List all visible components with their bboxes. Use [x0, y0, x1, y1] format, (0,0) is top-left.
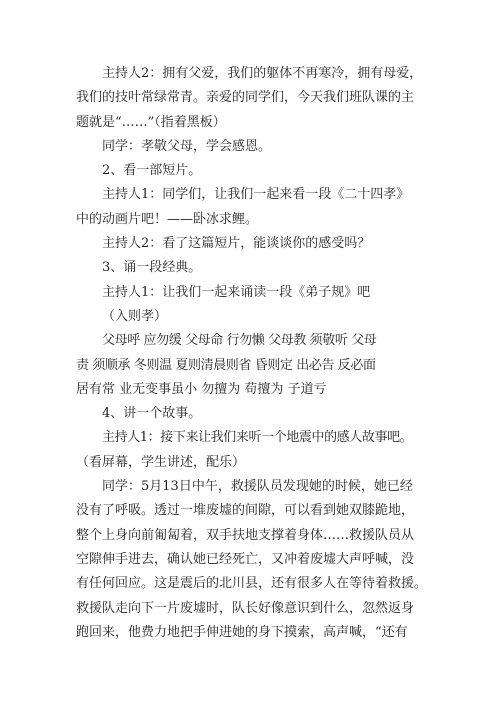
- paragraph-line: 主持人1：让我们一起来诵读一段《弟子规》吧: [102, 284, 371, 300]
- section-heading: 3、诵一段经典。: [102, 260, 202, 276]
- classic-text-line: 居有常 业无变事虽小 勿擅为 苟擅为 子道亏: [76, 381, 327, 397]
- paragraph-line: 没有了呼吸。透过一堆废墟的间隙，可以看到她双膝跪地，: [76, 503, 415, 519]
- paragraph-line: 救援队走向下一片废墟时，队长好像意识到什么，忽然返身: [76, 600, 415, 616]
- paragraph-line: 主持人2：拥有父爱，我们的躯体不再寒冷，拥有母爱，: [102, 66, 423, 81]
- paragraph-line: 中的动画片吧！——卧冰求鲤。: [76, 211, 259, 227]
- paragraph-line: 有任何回应。这是震后的北川县，还有很多人在等待着救援。: [76, 576, 428, 592]
- paragraph-line: 同学：5月13日中午，救援队员发现她的时候，她已经: [102, 479, 413, 495]
- paragraph-line: 同学：孝敬父母，学会感恩。: [102, 138, 272, 154]
- paragraph-line: （看屏幕，学生讲述，配乐）: [76, 454, 246, 470]
- classic-text-line: 父母呼 应勿缓 父母命 行勿懒 父母教 须敬听 父母: [102, 333, 377, 349]
- paragraph-line: 主持人1：接下来让我们来听一个地震中的感人故事吧。: [102, 430, 413, 446]
- classic-text-line: 责 须顺承 冬则温 夏则清晨则省 昏则定 出必告 反必面: [76, 357, 376, 373]
- paragraph-line: 主持人2：看了这篇短片，能谈谈你的感受吗？: [102, 236, 371, 252]
- paragraph-line: 题就是“……”（指着黑板）: [76, 114, 226, 130]
- section-heading: 4、讲一个故事。: [102, 406, 202, 422]
- section-heading: 2、看一部短片。: [102, 163, 202, 179]
- paragraph-line: 主持人1：同学们，让我们一起来看一段《二十四孝》: [102, 187, 410, 203]
- document-body: [76, 62, 434, 645]
- paragraph-line: 我们的技叶常绿常青。亲爱的同学们，今天我们班队课的主: [76, 90, 415, 106]
- paragraph-line: 跑回来，他费力地把手伸进她的身下摸索，高声喊，“还有: [76, 624, 408, 640]
- paragraph-line: 整个上身向前匍匐着，双手扶地支撑着身体……救援队员从: [76, 527, 415, 543]
- paragraph-line: 空隙伸手进去，确认她已经死亡，又冲着废墟大声呼喊，没: [76, 551, 415, 567]
- paragraph-line: （入则孝）: [102, 308, 168, 324]
